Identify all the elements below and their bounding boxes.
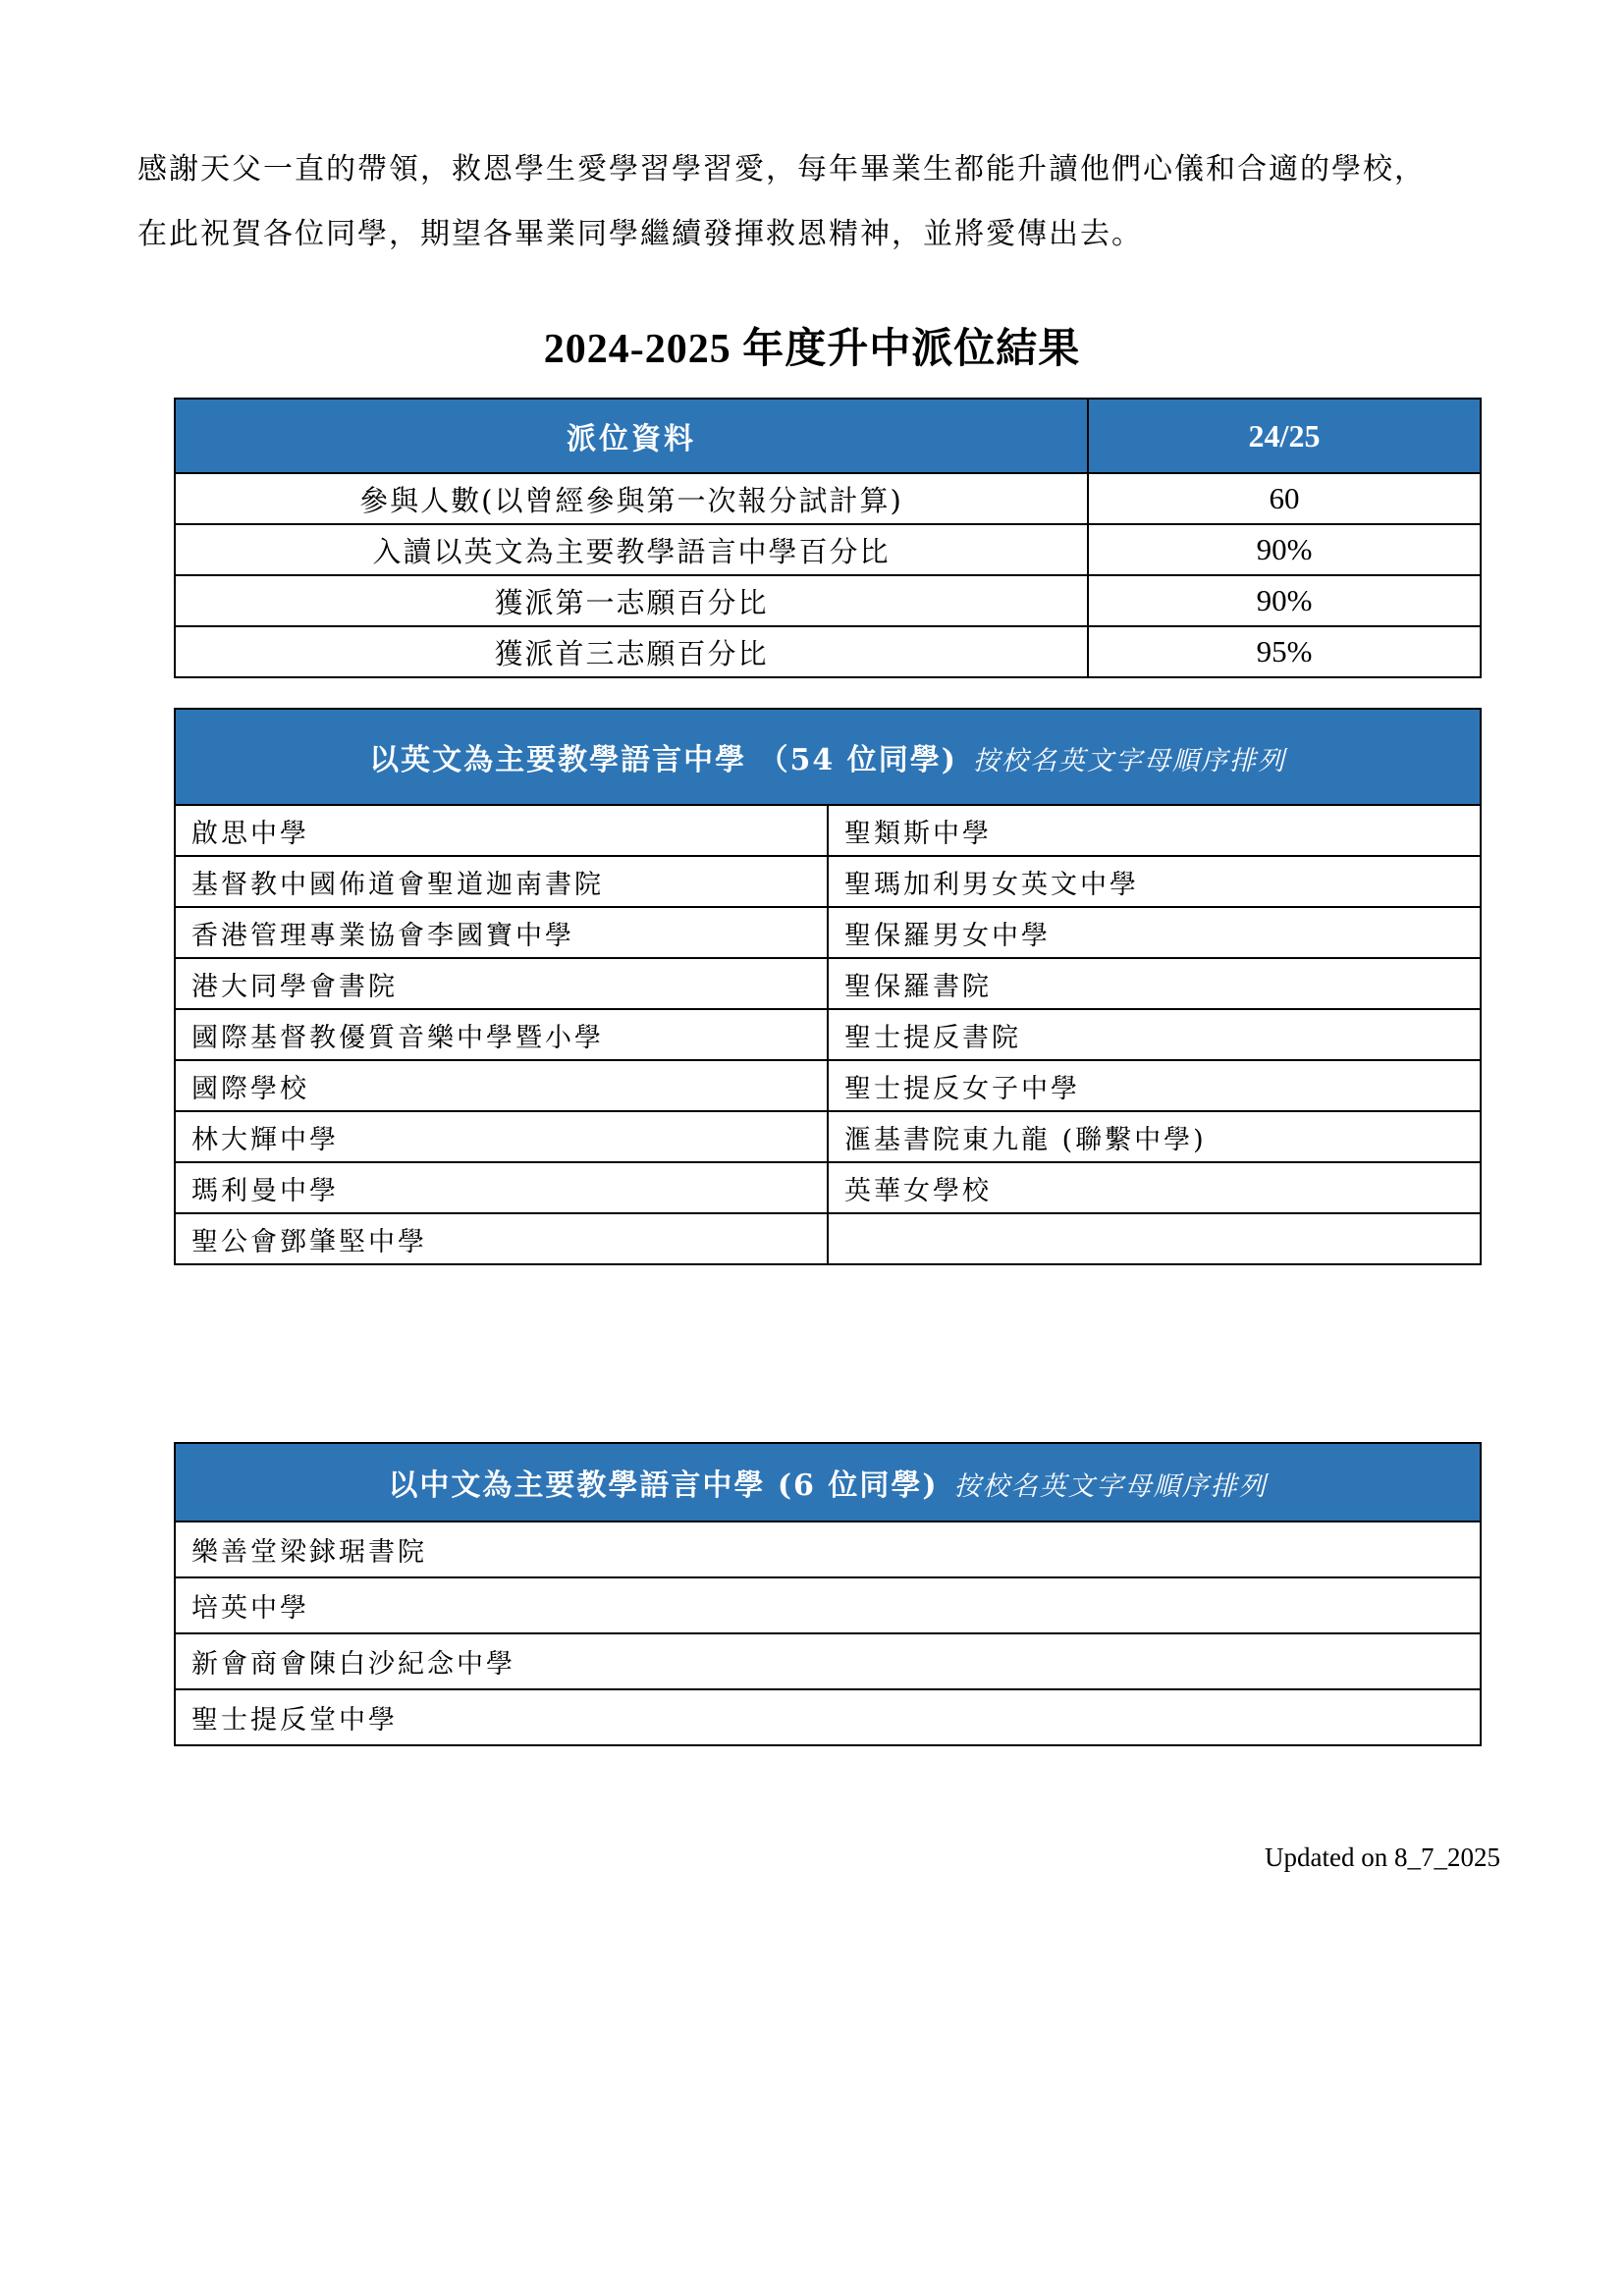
cmi-header-note: 按校名英文字母順序排列 bbox=[953, 1471, 1268, 1502]
summary-row-label: 參與人數(以曾經參與第一次報分試計算) bbox=[175, 473, 1088, 524]
table-row bbox=[175, 1009, 1481, 1060]
table-row bbox=[175, 1522, 1481, 1577]
school-cell: 港大同學會書院 bbox=[175, 958, 828, 1009]
intro-line-2: 在此祝賀各位同學，期望各畢業同學繼續發揮救恩精神，並將愛傳出去。 bbox=[137, 217, 1143, 251]
summary-row-value: 90% bbox=[1088, 524, 1481, 575]
school-cell: 聖瑪加利男女英文中學 bbox=[828, 856, 1481, 907]
summary-header-year: 24/25 bbox=[1088, 399, 1481, 473]
table-row bbox=[175, 1162, 1481, 1213]
summary-row bbox=[175, 473, 1481, 524]
updated-date: Updated on 8_7_2025 bbox=[1265, 1842, 1500, 1872]
school-cell: 培英中學 bbox=[175, 1577, 1481, 1633]
school-cell: 聖士提反堂中學 bbox=[175, 1689, 1481, 1745]
school-cell: 瑪利曼中學 bbox=[175, 1162, 828, 1213]
intro-line-1: 感謝天父一直的帶領，救恩學生愛學習學習愛，每年畢業生都能升讀他們心儀和合適的學校， bbox=[137, 152, 1426, 187]
table-row bbox=[175, 958, 1481, 1009]
table-row bbox=[175, 1111, 1481, 1162]
school-cell: 聖保羅書院 bbox=[828, 958, 1481, 1009]
summary-row bbox=[175, 575, 1481, 626]
table-row bbox=[175, 1633, 1481, 1689]
summary-row-value: 90% bbox=[1088, 575, 1481, 626]
cmi-header-title: 以中文為主要教學語言中學 (6 位同學) bbox=[388, 1468, 939, 1503]
summary-row-label: 入讀以英文為主要教學語言中學百分比 bbox=[175, 524, 1088, 575]
table-row bbox=[175, 1577, 1481, 1633]
school-cell-empty bbox=[828, 1213, 1481, 1264]
school-cell: 林大輝中學 bbox=[175, 1111, 828, 1162]
table-row bbox=[175, 856, 1481, 907]
summary-row bbox=[175, 524, 1481, 575]
summary-header-row bbox=[175, 399, 1481, 473]
school-cell: 基督教中國佈道會聖道迦南書院 bbox=[175, 856, 828, 907]
summary-table bbox=[174, 398, 1482, 678]
summary-row-value: 60 bbox=[1088, 473, 1481, 524]
emi-header-note: 按校名英文字母順序排列 bbox=[972, 746, 1286, 776]
summary-header-label: 派位資料 bbox=[175, 399, 1088, 473]
school-cell: 聖類斯中學 bbox=[828, 805, 1481, 856]
summary-row-value: 95% bbox=[1088, 626, 1481, 677]
table-row bbox=[175, 1213, 1481, 1264]
table-row bbox=[175, 907, 1481, 958]
summary-row-label: 獲派第一志願百分比 bbox=[175, 575, 1088, 626]
school-cell: 國際學校 bbox=[175, 1060, 828, 1111]
school-cell: 英華女學校 bbox=[828, 1162, 1481, 1213]
school-cell: 聖士提反女子中學 bbox=[828, 1060, 1481, 1111]
school-cell: 啟思中學 bbox=[175, 805, 828, 856]
school-cell: 新會商會陳白沙紀念中學 bbox=[175, 1633, 1481, 1689]
school-cell: 滙基書院東九龍 (聯繫中學) bbox=[828, 1111, 1481, 1162]
emi-schools-table bbox=[174, 708, 1482, 1265]
cmi-header-cell bbox=[175, 1443, 1481, 1522]
school-cell: 聖保羅男女中學 bbox=[828, 907, 1481, 958]
summary-row-label: 獲派首三志願百分比 bbox=[175, 626, 1088, 677]
emi-header-cell bbox=[175, 709, 1481, 805]
school-cell: 國際基督教優質音樂中學暨小學 bbox=[175, 1009, 828, 1060]
summary-row bbox=[175, 626, 1481, 677]
page-title: 2024-2025 年度升中派位結果 bbox=[543, 327, 1081, 372]
emi-header-row bbox=[175, 709, 1481, 805]
cmi-schools-table bbox=[174, 1442, 1482, 1746]
school-cell: 聖士提反書院 bbox=[828, 1009, 1481, 1060]
emi-header-title: 以英文為主要教學語言中學 （54 位同學) bbox=[369, 743, 957, 777]
school-cell: 聖公會鄧肇堅中學 bbox=[175, 1213, 828, 1264]
table-row bbox=[175, 805, 1481, 856]
table-row bbox=[175, 1689, 1481, 1745]
cmi-header-row bbox=[175, 1443, 1481, 1522]
intro-text bbox=[137, 137, 1512, 267]
school-cell: 香港管理專業協會李國寶中學 bbox=[175, 907, 828, 958]
school-cell: 樂善堂梁銶琚書院 bbox=[175, 1522, 1481, 1577]
table-row bbox=[175, 1060, 1481, 1111]
